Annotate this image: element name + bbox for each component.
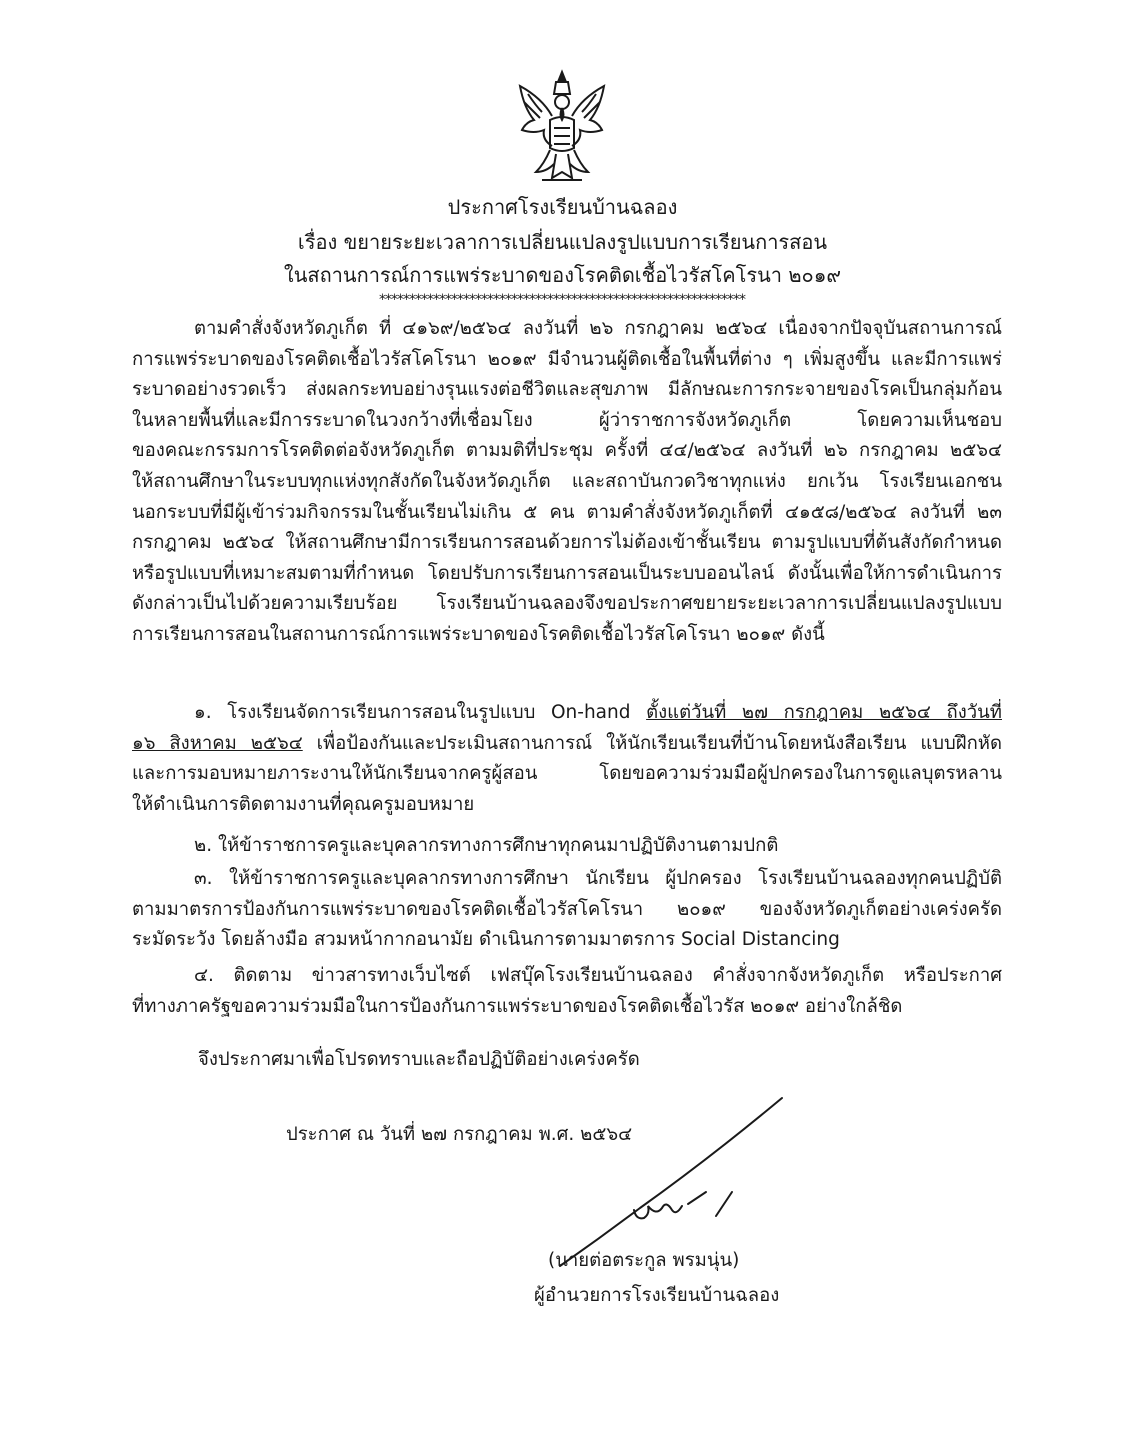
item-1-date-range: ตั้งแต่วันที่ ๒๗ กรกฎาคม ๒๕๖๔ ถึงวันที่ bbox=[646, 702, 1002, 723]
intro-line: การแพร่ระบาดของโรคติดเชื้อไวรัสโคโรนา ๒๐๑๙ มีจำนวนผู้ติดเชื้อในพื้นที่ต่าง ๆ เพิ่มสูงขึ้น และมีการแพร่ bbox=[132, 348, 1002, 370]
item-4-line: ๔. ติดตาม ข่าวสารทางเว็บไซต์ เฟสบุ๊คโรงเรียนบ้านฉลอง คำสั่งจากจังหวัดภูเก็ต หรือประกาศ bbox=[194, 965, 1002, 986]
item-1 bbox=[132, 698, 1002, 820]
item-1-line bbox=[132, 729, 1002, 760]
item-2 bbox=[132, 831, 1002, 862]
item-2-line: ๒. ให้ข้าราชการครูและบุคลากรทางการศึกษาทุกคนมาปฏิบัติงานตามปกติ bbox=[194, 835, 779, 856]
item-3-line: ๓. ให้ข้าราชการครูและบุคลากรทางการศึกษา นักเรียน ผู้ปกครอง โรงเรียนบ้านฉลองทุกคนปฏิบัติ bbox=[194, 868, 1002, 889]
intro-paragraph bbox=[132, 314, 1002, 651]
intro-line: ของคณะกรรมการโรคติดต่อจังหวัดภูเก็ต ตามมติที่ประชุม ครั้งที่ ๔๔/๒๕๖๔ ลงวันที่ ๒๖ กรกฎาคม ๒๕๖๔ bbox=[132, 440, 1002, 462]
announcement-subject-continued: ในสถานการณ์การแพร่ระบาดของโรคติดเชื้อไวรัสโคโรนา ๒๐๑๙ bbox=[283, 263, 842, 287]
intro-line: ระบาดอย่างรวดเร็ว ส่งผลกระทบอย่างรุนแรงต่อชีวิตและสุขภาพ มีลักษณะการกระจายของโรคเป็นกลุ่มก้อน bbox=[132, 379, 1002, 401]
item-1-line: ให้ดำเนินการติดตามงานที่คุณครูมอบหมาย bbox=[132, 793, 475, 815]
intro-line: การเรียนการสอนในสถานการณ์การแพร่ระบาดของโรคติดเชื้อไวรัสโคโรนา ๒๐๑๙ ดังนี้ bbox=[132, 623, 825, 645]
closing-statement: จึงประกาศมาเพื่อโปรดทราบและถือปฏิบัติอย่างเคร่งครัด bbox=[198, 1049, 640, 1070]
item-3-line: ตามมาตรการป้องกันการแพร่ระบาดของโรคติดเชื้อไวรัสโคโรนา ๒๐๑๙ ของจังหวัดภูเก็ตอย่างเคร่งครัด bbox=[132, 898, 1002, 920]
item-3 bbox=[132, 864, 1002, 956]
signer-name: (นายต่อตระกูล พรมนุ่น) bbox=[548, 1250, 740, 1271]
signer-position: ผู้อำนวยการโรงเรียนบ้านฉลอง bbox=[534, 1285, 780, 1306]
item-1-end-date: ๑๖ สิงหาคม ๒๕๖๔ bbox=[132, 732, 303, 754]
intro-line: ดังกล่าวเป็นไปด้วยความเรียบร้อย โรงเรียนบ้านฉลองจึงขอประกาศขยายระยะเวลาการเปลี่ยนแปลงรูปแบบ bbox=[132, 593, 1002, 615]
intro-line: ให้สถานศึกษาในระบบทุกแห่งทุกสังกัดในจังหวัดภูเก็ต และสถาบันกวดวิชาทุกแห่ง ยกเว้น โรงเรียนเอกชน bbox=[132, 470, 1002, 492]
item-4-line: ที่ทางภาครัฐขอความร่วมมือในการป้องกันการแพร่ระบาดของโรคติดเชื้อไวรัส ๒๐๑๙ อย่างใกล้ชิด bbox=[132, 995, 903, 1017]
item-1-line: และการมอบหมายภาระงานให้นักเรียนจากครูผู้สอน โดยขอความร่วมมือผู้ปกครองในการดูแลบุตรหลาน bbox=[132, 763, 1002, 785]
separator-line: ************************************************************* bbox=[379, 292, 745, 308]
announcement-title: ประกาศโรงเรียนบ้านฉลอง bbox=[447, 195, 678, 219]
intro-line: นอกระบบที่มีผู้เข้าร่วมกิจกรรมในชั้นเรียนไม่เกิน ๕ คน ตามคำสั่งจังหวัดภูเก็ตที่ ๔๑๕๘/๒๕๖๔ ลงวันที่ ๒๓ bbox=[132, 501, 1002, 523]
intro-line: ในหลายพื้นที่และมีการระบาดในวงกว้างที่เชื่อมโยง ผู้ว่าราชการจังหวัดภูเก็ต โดยความเห็นชอบ bbox=[132, 409, 1002, 431]
intro-line: ตามคำสั่งจังหวัดภูเก็ต ที่ ๔๑๖๙/๒๕๖๔ ลงวันที่ ๒๖ กรกฎาคม ๒๕๖๔ เนื่องจากปัจจุบันสถานการณ์ bbox=[194, 318, 1002, 339]
announcement-subject: เรื่อง ขยายระยะเวลาการเปลี่ยนแปลงรูปแบบการเรียนการสอน bbox=[297, 230, 828, 254]
intro-line: หรือรูปแบบที่เหมาะสมตามที่กำหนด โดยปรับการเรียนการสอนเป็นระบบออนไลน์ ดังนั้นเพื่อให้การดำเนินการ bbox=[132, 562, 1002, 584]
item-1-lead: ๑. โรงเรียนจัดการเรียนการสอนในรูปแบบ On-hand bbox=[194, 702, 647, 723]
item-4 bbox=[132, 961, 1002, 1022]
item-1-line bbox=[132, 698, 1002, 729]
intro-line: กรกฎาคม ๒๕๖๔ ให้สถานศึกษามีการเรียนการสอนด้วยการไม่ต้องเข้าชั้นเรียน ตามรูปแบบที่ต้นสังกัดกำหนด bbox=[132, 532, 1002, 554]
item-1-text: เพื่อป้องกันและประเมินสถานการณ์ ให้นักเรียนเรียนที่บ้านโดยหนังสือเรียน แบบฝึกหัด bbox=[302, 732, 1002, 754]
announcement-date: ประกาศ ณ วันที่ ๒๗ กรกฎาคม พ.ศ. ๒๕๖๔ bbox=[286, 1124, 633, 1145]
garuda-emblem-icon bbox=[512, 68, 612, 188]
item-3-line: ระมัดระวัง โดยล้างมือ สวมหน้ากากอนามัย ดำเนินการตามมาตรการ Social Distancing bbox=[132, 929, 840, 951]
